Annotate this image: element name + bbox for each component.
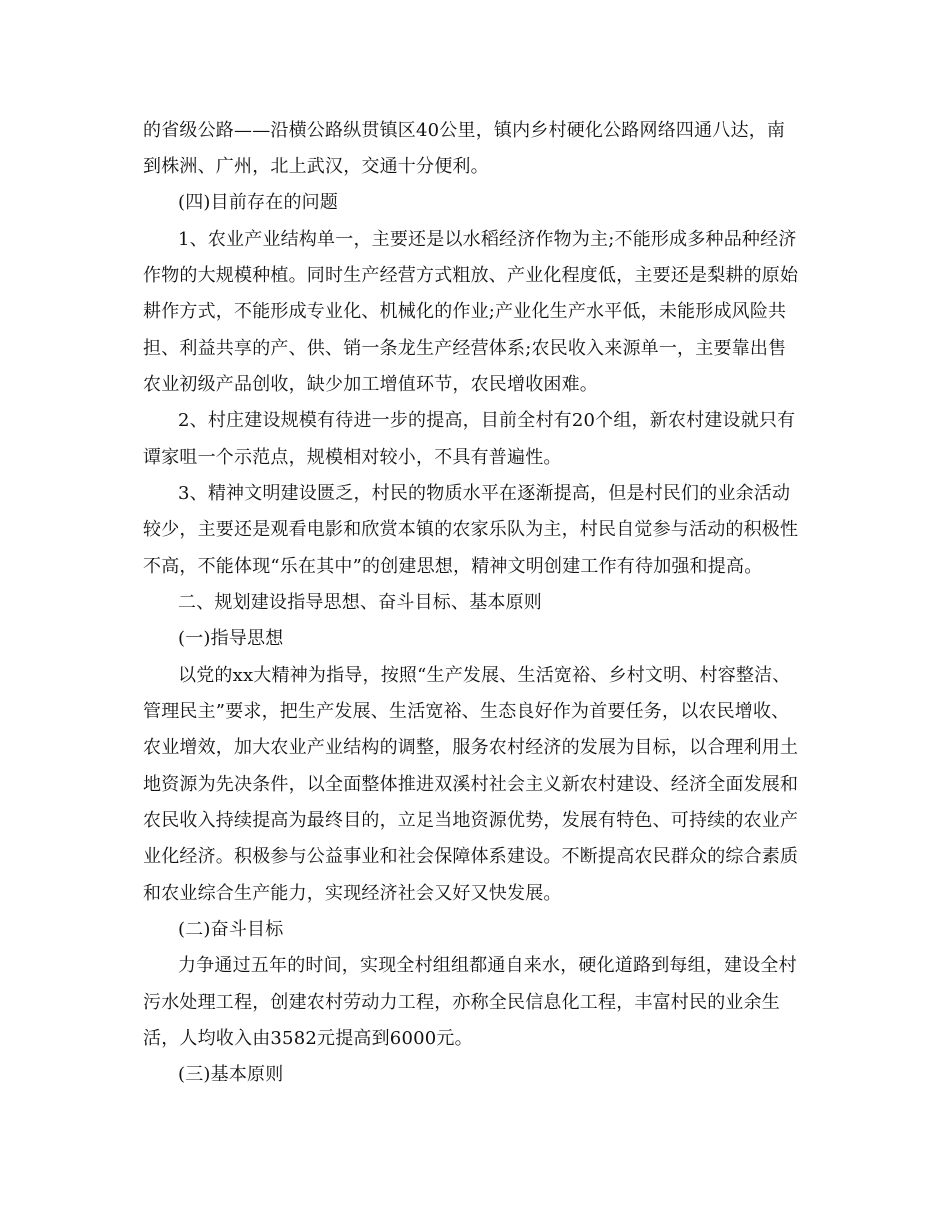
text-line: 不高，不能体现“乐在其中”的创建思想，精神文明创建工作有待加强和提高。 xyxy=(143,556,763,577)
text-line: 较少，主要还是观看电影和欣赏本镇的农家乐队为主，村民自觉参与活动的积极性 xyxy=(143,519,799,540)
text-line: 和农业综合生产能力，实现经济社会又好又快发展。 xyxy=(143,883,562,904)
text-line: 耕作方式，不能形成专业化、机械化的作业;产业化生产水平低，未能形成风险共 xyxy=(143,301,787,322)
text-line: 农业增效，加大农业产业结构的调整，服务农村经济的发展为目标，以合理利用土 xyxy=(143,737,799,758)
section-heading: (一)指导思想 xyxy=(178,628,284,649)
section-heading: (二)奋斗目标 xyxy=(178,919,284,940)
text-line: 力争通过五年的时间，实现全村组组都通自来水，硬化道路到每组，建设全村 xyxy=(178,955,797,976)
text-line: 3、精神文明建设匮乏，村民的物质水平在逐渐提高，但是村民们的业余活动 xyxy=(178,483,791,504)
text-line: 管理民主”要求，把生产发展、生活宽裕、生态良好作为首要任务，以农民增收、 xyxy=(143,701,790,722)
text-line: 担、利益共享的产、供、销一条龙生产经营体系;农民收入来源单一，主要靠出售 xyxy=(143,338,787,359)
text-line: 农民收入持续提高为最终目的，立足当地资源优势，发展有特色、可持续的农业产 xyxy=(143,810,799,831)
section-heading: 二、规划建设指导思想、奋斗目标、基本原则 xyxy=(178,592,542,613)
text-line: 活，人均收入由3582元提高到6000元。 xyxy=(143,1028,473,1049)
text-line: 2、村庄建设规模有待进一步的提高，目前全村有20个组，新农村建设就只有 xyxy=(178,410,796,431)
text-line: 农业初级产品创收，缺少加工增值环节，农民增收困难。 xyxy=(143,374,598,395)
section-heading: (四)目前存在的问题 xyxy=(178,192,339,213)
text-line: 谭家咀一个示范点，规模相对较小，不具有普遍性。 xyxy=(143,447,562,468)
text-line: 以党的xx大精神为指导，按照“生产发展、生活宽裕、乡村文明、村容整洁、 xyxy=(178,665,791,686)
text-line: 作物的大规模种植。同时生产经营方式粗放、产业化程度低，主要还是梨耕的原始 xyxy=(143,265,799,286)
section-heading: (三)基本原则 xyxy=(178,1064,284,1085)
text-line: 到株洲、广州，北上武汉，交通十分便利。 xyxy=(143,156,489,177)
text-line: 地资源为先决条件，以全面整体推进双溪村社会主义新农村建设、经济全面发展和 xyxy=(143,774,799,795)
text-line: 的省级公路——沿横公路纵贯镇区40公里，镇内乡村硬化公路网络四通八达，南 xyxy=(143,120,786,141)
text-line: 污水处理工程，创建农村劳动力工程，亦称全民信息化工程，丰富村民的业余生 xyxy=(143,992,780,1013)
text-line: 业化经济。积极参与公益事业和社会保障体系建设。不断提高农民群众的综合素质 xyxy=(143,846,799,867)
text-line: 1、农业产业结构单一，主要还是以水稻经济作物为主;不能形成多种品种经济 xyxy=(178,229,797,250)
